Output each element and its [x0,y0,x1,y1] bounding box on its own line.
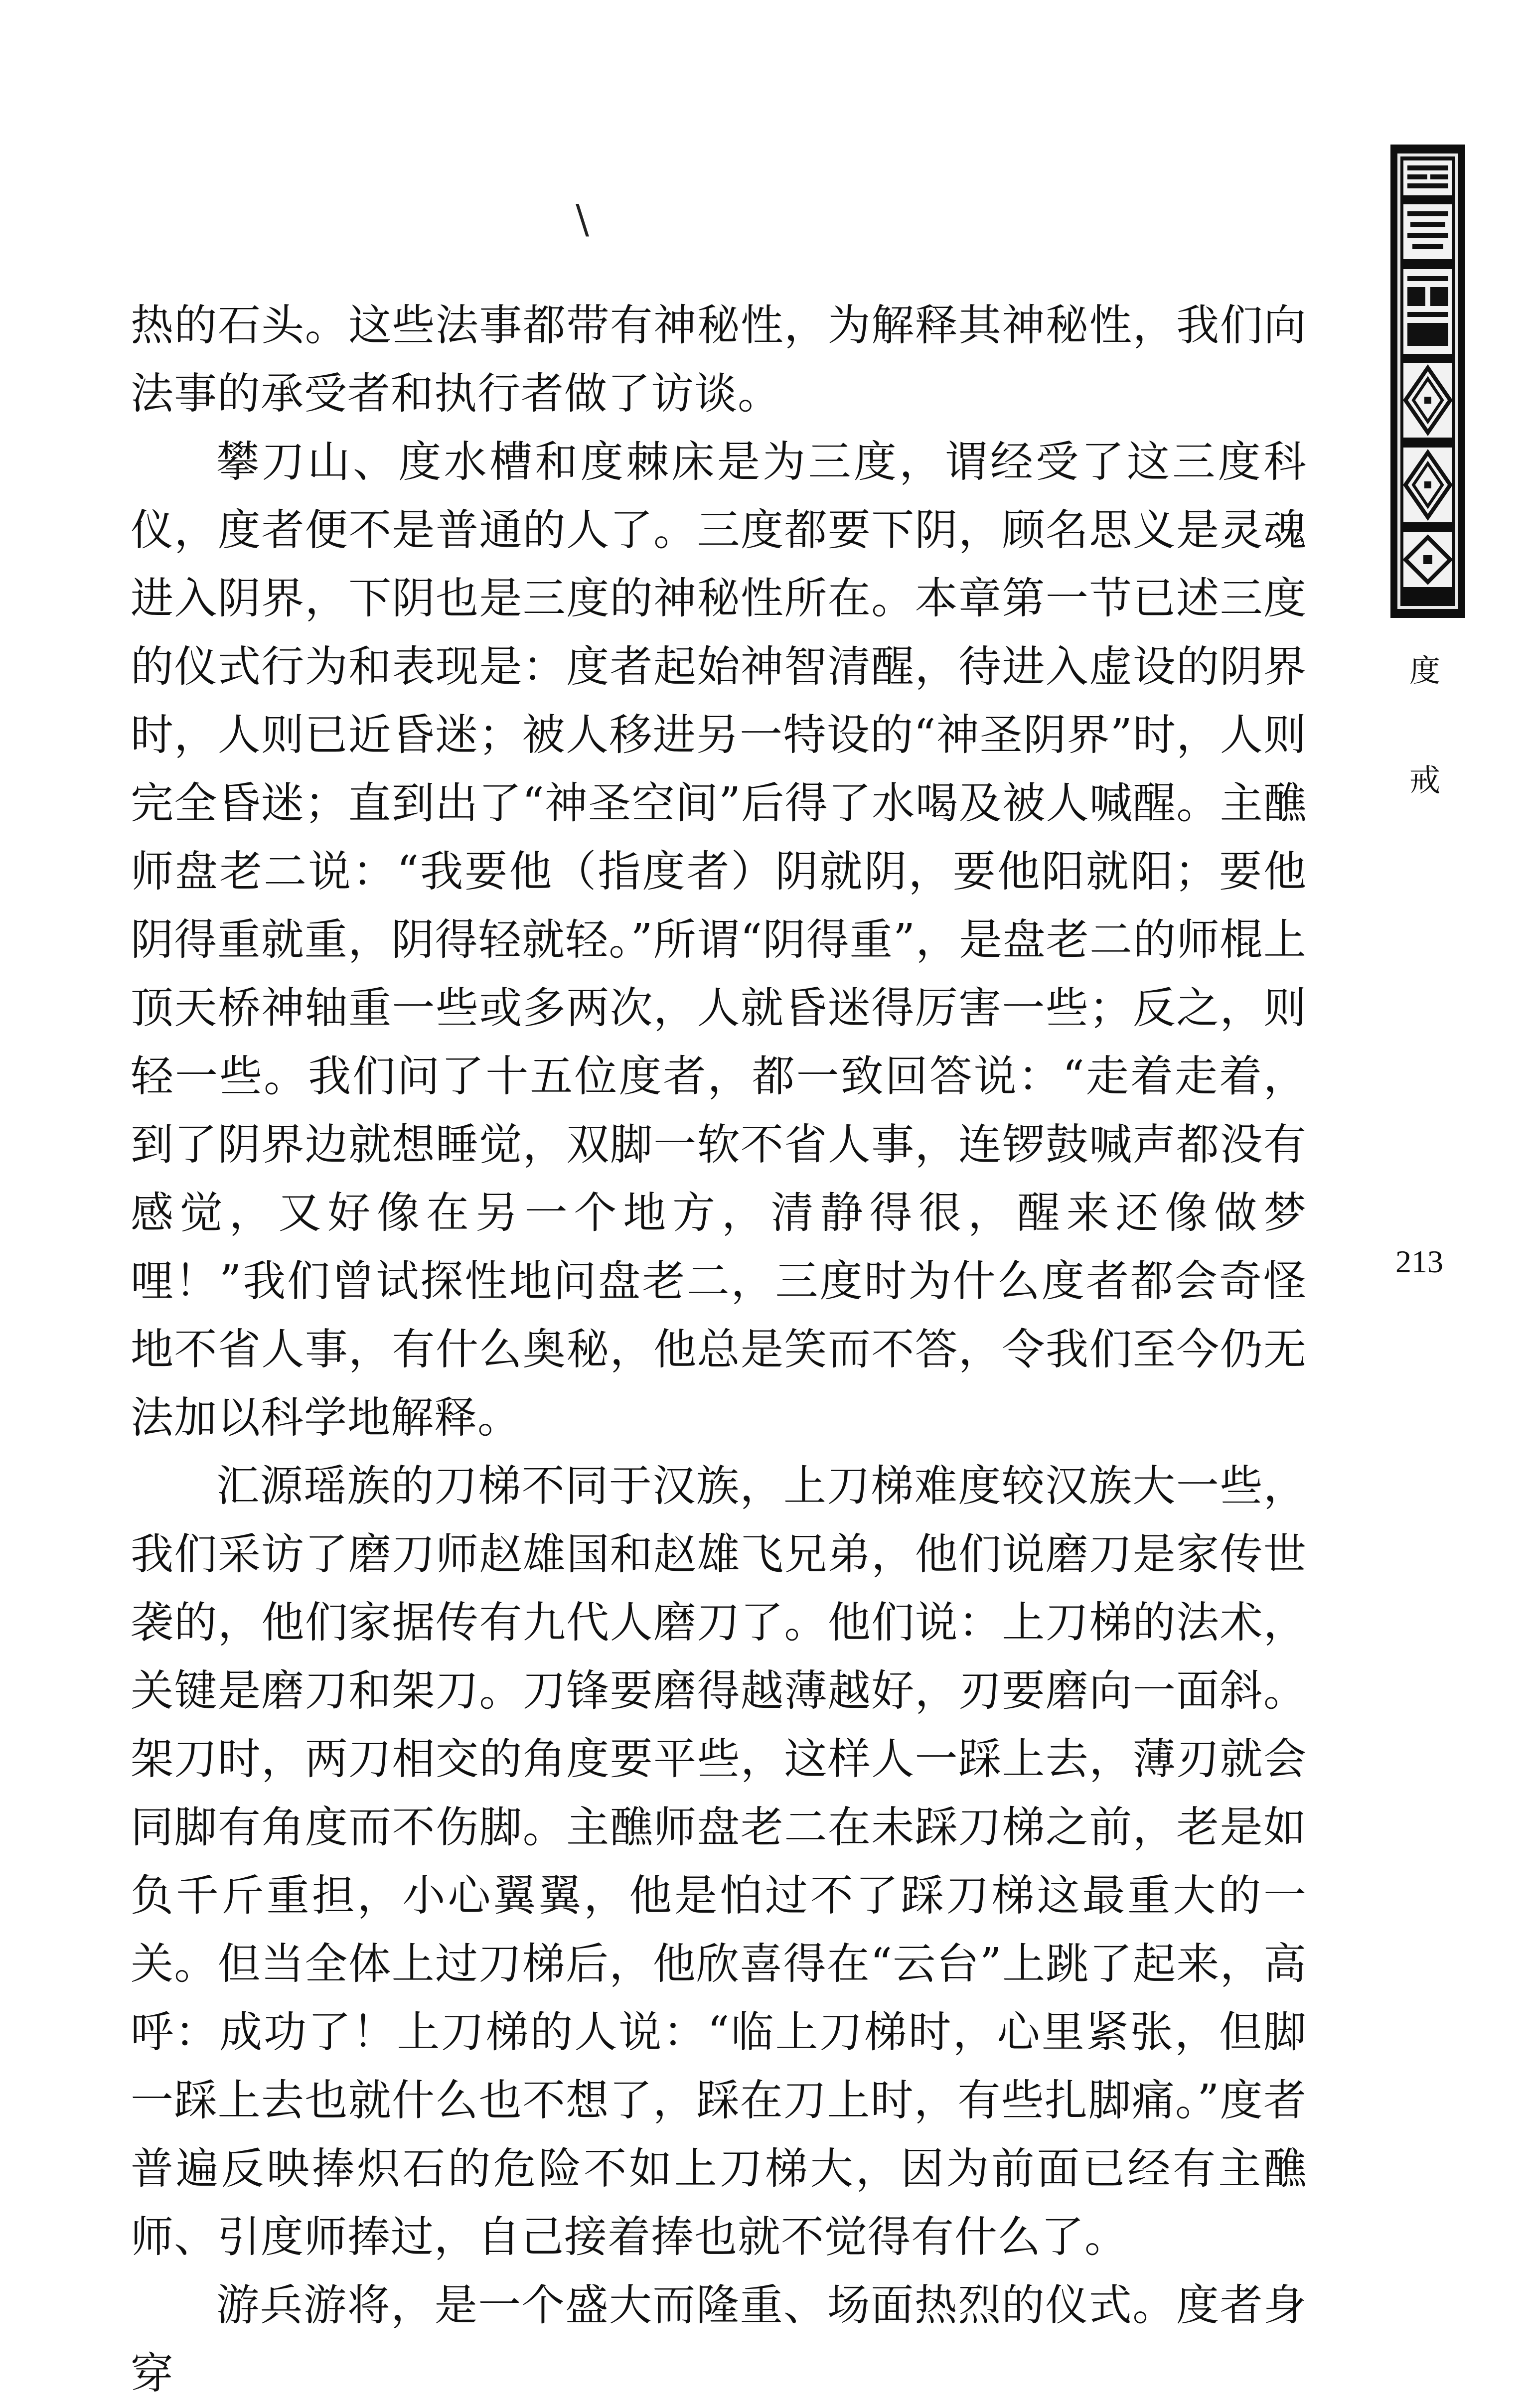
sidebar-pattern-icon [1400,156,1455,605]
page-number: 213 [1395,1244,1443,1279]
paragraph-4: 游兵游将，是一个盛大而隆重、场面热烈的仪式。度者身穿 [131,2280,1307,2399]
top-mark: \ [576,196,589,242]
sidebar-char-du: 度 [1409,652,1441,689]
sidebar-decorative-band [1390,145,1465,618]
paragraph-3: 汇源瑶族的刀梯不同于汉族，上刀梯难度较汉族大一些，我们采访了磨刀师赵雄国和赵雄飞兄弟，他们说磨刀是家传世袭的，他们家据传有九代人磨刀了。他们说：上刀梯的法术，关键是磨刀和架刀。刀锋要磨得越薄越好，刃要磨向一面斜。架刀时，两刀相交的角度要平些，这样人一踩上去，薄刃就会同脚有角度而不伤脚。主醮师盘老二在未踩刀梯之前，老是如负千斤重担，小心翼翼，他是怕过不了踩刀梯这最重大的一关。但当全体上过刀梯后，他欣喜得在“云台”上跳了起来，高呼：成功了！上刀梯的人说：“临上刀梯时，心里紧张，但脚一踩上去也就什么也不想了，踩在刀上时，有些扎脚痛。”度者普遍反映捧炽石的危险不如上刀梯大，因为前面已经有主醮师、引度师捧过，自己接着捧也就不觉得有什么了。 [131,1461,1307,2262]
paragraph-1: 热的石头。这些法事都带有神秘性，为解释其神秘性，我们向法事的承受者和执行者做了访谈。 [131,301,1307,419]
sidebar-band-frame [1397,153,1458,609]
paragraph-2: 攀刀山、度水槽和度棘床是为三度，谓经受了这三度科仪，度者便不是普通的人了。三度都要下阴，顾名思义是灵魂进入阴界，下阴也是三度的神秘性所在。本章第一节已述三度的仪式行为和表现是：度者起始神智清醒，待进入虚设的阴界时，人则已近昏迷；被人移进另一特设的“神圣阴界”时，人则完全昏迷；直到出了“神圣空间”后得了水喝及被人喊醒。主醮师盘老二说：“我要他（指度者）阴就阴，要他阳就阳；要他阴得重就重，阴得轻就轻。”所谓“阴得重”，是盘老二的师棍上顶天桥神轴重一些或多两次，人就昏迷得厉害一些；反之，则轻一些。我们问了十五位度者，都一致回答说：“走着走着，到了阴界边就想睡觉，双脚一软不省人事，连锣鼓喊声都没有感觉，又好像在另一个地方，清静得很，醒来还像做梦哩！”我们曾试探性地问盘老二，三度时为什么度者都会奇怪地不省人事，有什么奥秘，他总是笑而不答，令我们至今仍无法加以科学地解释。 [131,437,1307,1443]
sidebar-char-jie: 戒 [1409,762,1441,798]
main-text-body [131,292,1307,2408]
